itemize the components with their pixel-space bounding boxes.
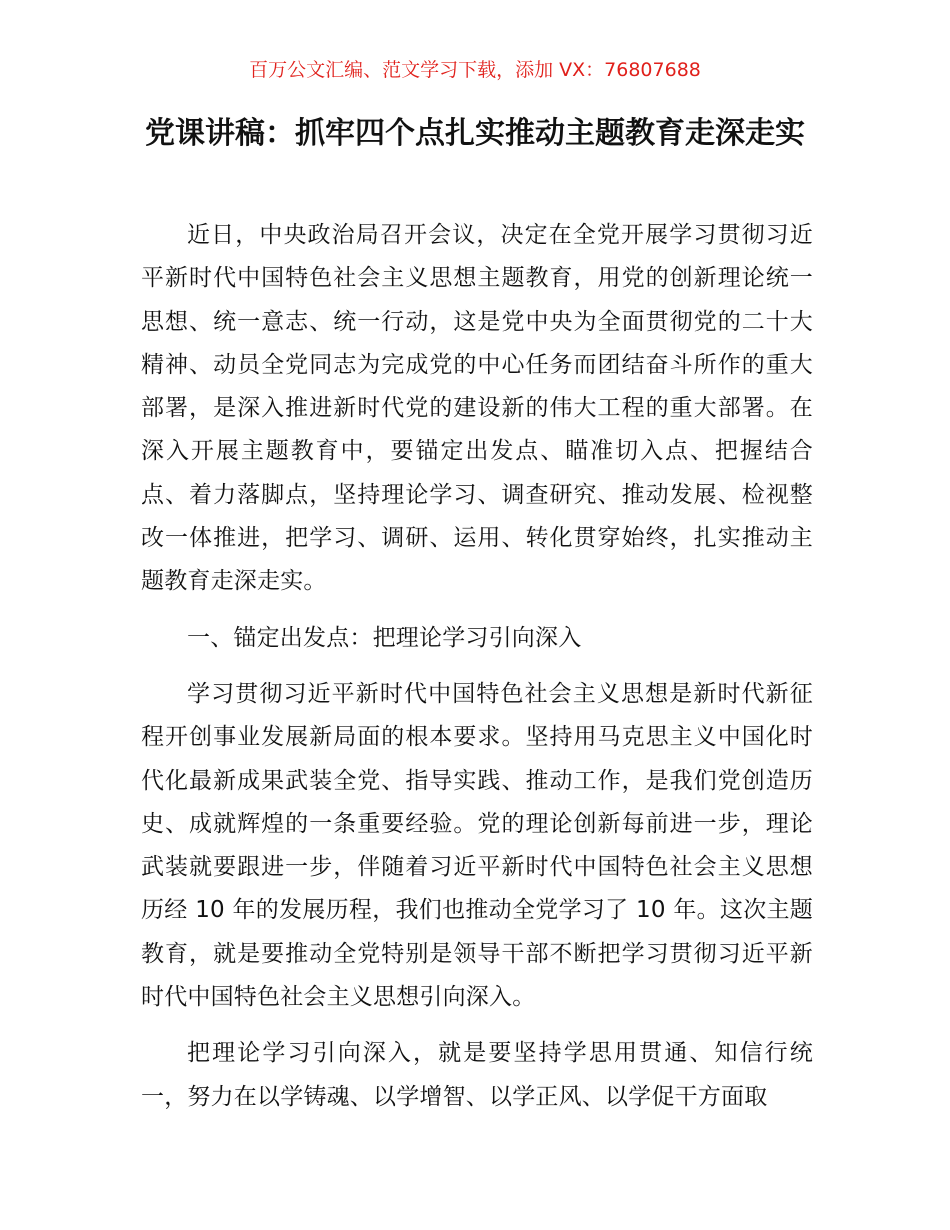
header-ad-note: 百万公文汇编、范文学习下载，添加 VX：76807688: [249, 59, 701, 81]
document-body: [141, 214, 813, 1119]
paragraph-section-1b: 把理论学习引向深入，就是要坚持学思用贯通、知信行统一，努力在以学铸魂、以学增智、以学正风、以学促干方面取: [141, 1040, 813, 1110]
page-title: 党课讲稿：抓牢四个点扎实推动主题教育走深走实: [145, 116, 805, 151]
paragraph-intro: 近日，中央政治局召开会议，决定在全党开展学习贯彻习近平新时代中国特色社会主义思想主题教育，用党的创新理论统一思想、统一意志、统一行动，这是党中央为全面贯彻党的二十大精神、动员全党同志为完成党的中心任务而团结奋斗所作的重大部署，是深入推进新时代党的建设新的伟大工程的重大部署。在深入开展主题教育中，要锚定出发点、瞄准切入点、把握结合点、着力落脚点，坚持理论学习、调查研究、推动发展、检视整改一体推进，把学习、调研、运用、转化贯穿始终，扎实推动主题教育走深走实。: [141, 222, 813, 595]
paragraph-section-1a: 学习贯彻习近平新时代中国特色社会主义思想是新时代新征程开创事业发展新局面的根本要求。坚持用马克思主义中国化时代化最新成果武装全党、指导实践、推动工作，是我们党创造历史、成就辉煌的一条重要经验。党的理论创新每前进一步，理论武装就要跟进一步，伴随着习近平新时代中国特色社会主义思想历经 10 年的发展历程，我们也推动全党学习了 10 年。这次主题教育，就是要推动全党特别是领导干部不断把学习贯彻习近平新时代中国特色社会主义思想引向深入。: [141, 680, 813, 1011]
section-heading-1: 一、锚定出发点：把理论学习引向深入: [187, 624, 582, 651]
